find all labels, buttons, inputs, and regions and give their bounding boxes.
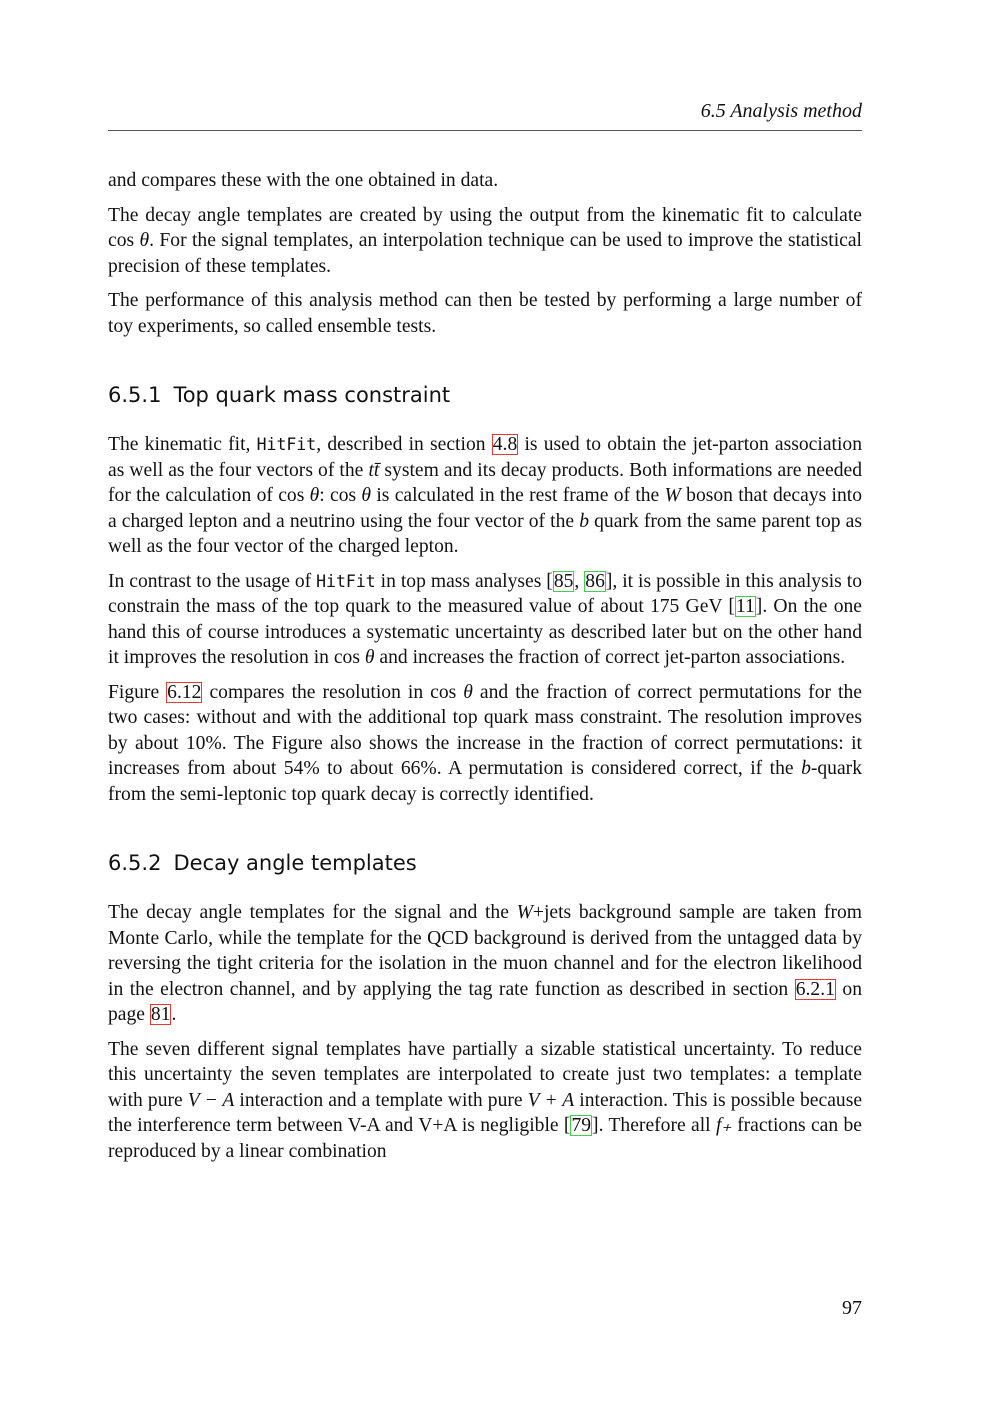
math-symbol: V + A (527, 1089, 575, 1111)
text-run: In contrast to the usage of (108, 570, 317, 592)
page-number: 97 (842, 1297, 862, 1319)
section-title: Top quark mass constraint (173, 383, 451, 407)
math-symbol: θ (309, 485, 320, 506)
text-run: compares the resolution in cos (202, 681, 464, 703)
math-symbol: θ (361, 485, 372, 506)
text-run: interaction. This is possible because the interference term between V-A and V+A is negligible [ (108, 1089, 863, 1136)
math-symbol: V − A (187, 1089, 235, 1111)
citation-link[interactable]: 79 (571, 1115, 592, 1136)
math-symbol: tt̄ (368, 459, 380, 481)
math-symbol: b (579, 510, 589, 532)
running-header (108, 100, 862, 131)
text-run: . (171, 1004, 177, 1025)
paragraph (108, 1037, 862, 1165)
text-run: is used to obtain the jet-parton association as well as the four vectors of the (108, 434, 862, 481)
paragraph (108, 203, 862, 280)
paragraph (108, 569, 862, 671)
text-run: system and its decay products. Both informations are needed for the calculation of cos (108, 459, 862, 506)
math-symbol: θ (139, 230, 150, 251)
text-run: and compares these with the one obtained in data. (108, 170, 499, 191)
text-run: : cos (319, 485, 362, 506)
code-name: HitFit (316, 571, 376, 591)
text-run: quark from the same parent top as well as the four vector of the charged lepton. (108, 510, 862, 557)
paragraph (108, 680, 862, 808)
text-run: The seven different signal templates have partially a sizable statistical uncertainty. To reduce this uncertainty the seven templates are interpolated to create just two templates: a template with pure (108, 1038, 862, 1111)
paragraph (108, 900, 862, 1028)
text-run: in top mass analyses [ (375, 570, 553, 592)
cross-reference-link[interactable]: 4.8 (492, 434, 518, 455)
text-run: The kinematic fit, (108, 434, 257, 455)
cross-reference-link[interactable]: 6.2.1 (795, 978, 835, 1000)
code-name: HitFit (256, 435, 317, 454)
section-heading (108, 383, 862, 408)
math-symbol: W (664, 485, 681, 506)
text-run: and increases the fraction of correct jet-parton associations. (374, 647, 846, 668)
section-number: 6.5.2 (108, 851, 162, 875)
paragraph (108, 288, 862, 339)
running-title: 6.5 Analysis method (700, 100, 862, 122)
text-run: , described in section (316, 434, 492, 455)
section-title: Decay angle templates (173, 851, 417, 875)
math-symbol: W (516, 902, 533, 923)
paragraph (108, 168, 862, 194)
text-run: Figure (108, 681, 167, 703)
cross-reference-link[interactable]: 6.12 (167, 681, 202, 703)
citation-link[interactable]: 85 (553, 570, 574, 592)
text-run: -quark from the semi-leptonic top quark decay is correctly identified. (108, 758, 862, 805)
text-run: , (574, 570, 585, 592)
text-run: is calculated in the rest frame of the (371, 485, 665, 506)
text-run: +jets background sample are taken from Monte Carlo, while the template for the QCD background is derived from the untagged data by reversing the tight criteria for the isolation in the muon channel and for the electron likelihood in the electron channel, and by applying the tag rate function as described in section (108, 902, 863, 1000)
citation-link[interactable]: 86 (585, 570, 605, 592)
text-run: ]. On the one hand this of course introduces a systematic uncertainty as described later but on the other hand it improves the resolution in cos (108, 596, 862, 668)
page-body (108, 168, 862, 1173)
text-run: The performance of this analysis method can then be tested by performing a large number of toy experiments, so called ensemble tests. (108, 290, 862, 337)
text-run: The decay angle templates are created by using the output from the kinematic fit to calculate cos (108, 204, 862, 251)
text-run: and the fraction of correct permutations for the two cases: without and with the additional top quark mass constraint. The resolution improves by about 10%. The Figure also shows the increase in the fraction of correct permutations: it increases from about 54% to about 66%. A permutation is considered correct, if the (108, 681, 862, 779)
text-run: interaction and a template with pure (234, 1089, 528, 1111)
section-number: 6.5.1 (108, 383, 162, 407)
text-run: boson that decays into a charged lepton and a neutrino using the four vector of the (108, 485, 863, 532)
text-run: on page (108, 978, 862, 1025)
math-symbol: b (801, 758, 811, 779)
math-symbol: θ (463, 681, 473, 703)
text-run: ]. Therefore all (592, 1115, 716, 1136)
citation-link[interactable]: 11 (735, 596, 755, 617)
section-heading (108, 851, 862, 876)
paragraph (108, 432, 862, 560)
text-run: . For the signal templates, an interpolation technique can be used to improve the statistical precision of these templates. (108, 230, 862, 277)
cross-reference-link[interactable]: 81 (150, 1004, 171, 1025)
text-run: The decay angle templates for the signal and the (108, 902, 517, 923)
text-run: fractions can be reproduced by a linear combination (108, 1115, 862, 1162)
text-run: ], it is possible in this analysis to constrain the mass of the top quark to the measured value of about 175 GeV [ (108, 570, 862, 617)
math-symbol: θ (364, 647, 375, 668)
math-symbol: f₊ (715, 1115, 732, 1136)
